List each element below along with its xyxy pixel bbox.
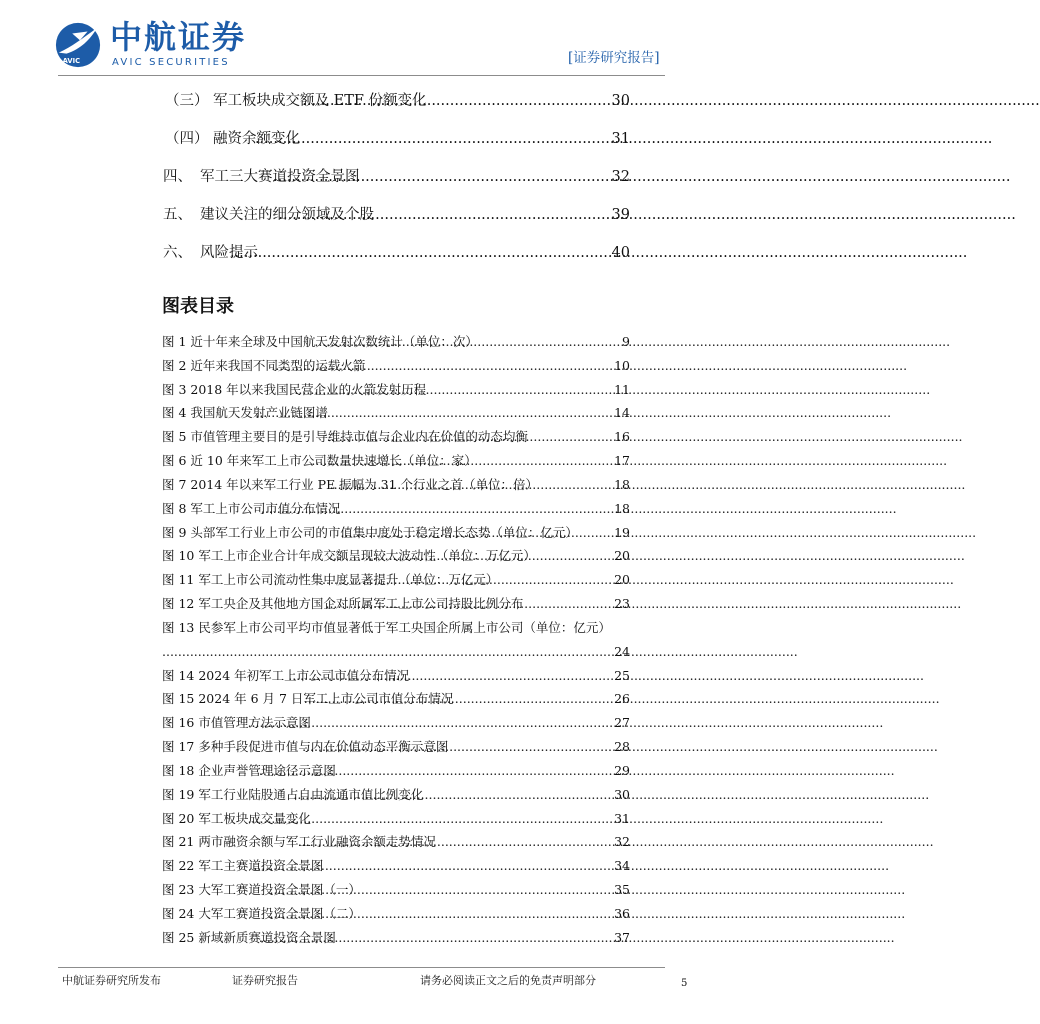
figure-entry-2[interactable] <box>162 354 630 378</box>
figure-entry-title: 图 6 近 10 年来军工上市公司数量快速增长（单位：家） <box>162 453 477 469</box>
dot-leader <box>230 234 611 272</box>
figure-list-heading: 图表目录 <box>162 296 234 317</box>
toc-entry-label: 六、 <box>163 245 192 261</box>
toc-entry-page: 30 <box>611 93 630 109</box>
dot-leader <box>278 196 610 234</box>
dot-leader <box>340 521 613 545</box>
dot-leader <box>269 902 613 926</box>
footer-publisher: 中航证券研究所发布 <box>62 974 161 987</box>
toc-entry-page: 40 <box>611 245 630 261</box>
dot-leader <box>253 854 613 878</box>
figure-entry-page: 19 <box>614 524 630 540</box>
figure-entry-title: 图 13 民参军上市公司平均市值显著低于军工央国企所属上市公司（单位：亿元） <box>162 619 611 635</box>
figure-entry-page: 35 <box>614 882 630 898</box>
figure-entry-title: 图 4 我国航天发射产业链图谱 <box>162 405 328 421</box>
footer-divider <box>58 967 665 968</box>
toc-entry-section-6[interactable] <box>162 234 630 272</box>
header-divider <box>58 75 665 76</box>
toc-entry-title: 风险提示 <box>200 245 258 261</box>
figure-entry-page: 29 <box>614 762 630 778</box>
figure-entry-title: 图 11 军工上市公司流动性集中度显著提升（单位：万亿元） <box>162 572 499 588</box>
dot-leader <box>302 735 613 759</box>
figure-entry-title: 图 25 新域新质赛道投资全景图 <box>162 929 336 945</box>
figure-entry-line-2 <box>162 640 630 664</box>
figure-entry-page: 17 <box>614 453 630 469</box>
figure-entry-page: 23 <box>614 596 630 612</box>
toc-entry-page: 31 <box>611 131 630 147</box>
figure-entry-page: 16 <box>614 429 630 445</box>
figure-entry-7[interactable] <box>162 473 630 497</box>
figure-entry-page: 31 <box>614 810 630 826</box>
dot-leader <box>293 783 613 807</box>
dot-leader <box>318 568 613 592</box>
figure-entry-page: 32 <box>614 834 630 850</box>
figure-entry-page: 24 <box>614 643 630 659</box>
figure-entry-title: 图 7 2014 年以来军工行业 PE 振幅为 31 个行业之首（单位：倍） <box>162 476 539 492</box>
toc-entry-section-4[interactable] <box>162 158 630 196</box>
page-number: 5 <box>681 978 688 989</box>
toc-entry-label: （四） <box>165 131 209 147</box>
figure-entry-11[interactable] <box>162 568 630 592</box>
figure-entry-page: 30 <box>614 786 630 802</box>
figure-entry-6[interactable] <box>162 449 630 473</box>
dot-leader <box>255 120 611 158</box>
figure-entry-title: 图 18 企业声誉管理途径示意图 <box>162 762 336 778</box>
dot-leader <box>325 592 613 616</box>
figure-entry-title: 图 15 2024 年 6 月 7 日军工上市公司市值分布情况 <box>162 691 454 707</box>
figure-entry-13[interactable] <box>162 616 630 664</box>
figure-entry-title: 图 24 大军工赛道投资全景图（二） <box>162 905 361 921</box>
toc-entry-title: 军工三大赛道投资全景图 <box>200 169 360 185</box>
figure-entry-15[interactable] <box>162 687 630 711</box>
dot-leader <box>162 640 613 664</box>
dot-leader <box>330 473 613 497</box>
figure-entry-page: 11 <box>614 381 630 397</box>
figure-entry-page: 20 <box>614 548 630 564</box>
figure-entry-line-1 <box>162 616 630 640</box>
dot-leader <box>311 449 613 473</box>
figure-entry-page: 9 <box>622 334 630 349</box>
figure-entry-23[interactable] <box>162 878 630 902</box>
footer-disclaimer: 请务必阅读正文之后的免责声明部分 <box>420 974 596 987</box>
dot-leader <box>261 497 613 521</box>
dot-leader <box>327 425 613 449</box>
figure-entry-page: 10 <box>614 357 630 373</box>
figure-entry-20[interactable] <box>162 807 630 831</box>
figure-entry-title: 图 16 市值管理方法示意图 <box>162 715 311 731</box>
brand-english-name: AVIC SECURITIES <box>112 57 230 68</box>
figure-entry-title: 图 22 军工主赛道投资全景图 <box>162 858 324 874</box>
figure-entry-22[interactable] <box>162 854 630 878</box>
footer-doc-type: 证券研究报告 <box>232 974 298 987</box>
toc-entry-label: 五、 <box>163 207 192 223</box>
figure-entry-5[interactable] <box>162 425 630 449</box>
figure-entry-4[interactable] <box>162 401 630 425</box>
dot-leader <box>329 544 613 568</box>
avic-logo-emblem-icon <box>54 21 102 69</box>
figure-entry-21[interactable] <box>162 830 630 854</box>
figure-entry-18[interactable] <box>162 759 630 783</box>
figure-entry-9[interactable] <box>162 521 630 545</box>
dot-leader <box>255 401 613 425</box>
figure-entry-page: 26 <box>614 691 630 707</box>
brand-name: 中航证券 <box>110 18 247 56</box>
toc-section-list <box>162 82 630 272</box>
figure-entry-title: 图 9 头部军工行业上市公司的市值集中度处于稳定增长态势（单位：亿元） <box>162 524 578 540</box>
figure-entry-title: 图 8 军工上市公司市值分布情况 <box>162 500 341 516</box>
figure-entry-page: 25 <box>614 667 630 683</box>
dot-leader <box>273 158 611 196</box>
dot-leader <box>294 378 613 402</box>
figure-entry-title: 图 1 近十年来全球及中国航天发射次数统计（单位：次） <box>162 334 478 349</box>
toc-entry-label: （三） <box>165 93 209 109</box>
figure-entry-3[interactable] <box>162 378 630 402</box>
figure-entry-page: 36 <box>614 905 630 921</box>
dot-leader <box>302 82 610 120</box>
dot-leader <box>314 330 621 354</box>
dot-leader <box>269 878 613 902</box>
figure-entry-title: 图 2 近年来我国不同类型的运载火箭 <box>162 357 366 373</box>
toc-entry-title: 军工板块成交额及 ETF 份额变化 <box>213 93 427 109</box>
toc-entry-label: 四、 <box>163 169 192 185</box>
report-type-label: [证券研究报告] <box>568 50 660 66</box>
logo-emblem-text: AVIC <box>62 57 81 66</box>
toc-entry-title: 建议关注的细分领域及个股 <box>200 207 374 223</box>
figure-entry-page: 27 <box>614 715 630 731</box>
toc-entry-page: 32 <box>611 169 630 185</box>
dot-leader <box>298 830 613 854</box>
dot-leader <box>304 687 613 711</box>
figure-entry-page: 37 <box>614 929 630 945</box>
dot-leader <box>248 807 614 831</box>
figure-entry-page: 34 <box>614 858 630 874</box>
figure-entry-17[interactable] <box>162 735 630 759</box>
figure-entry-title: 图 17 多种手段促进市值与内在价值动态平衡示意图 <box>162 739 449 755</box>
figure-entry-24[interactable] <box>162 902 630 926</box>
figure-entry-title: 图 21 两市融资余额与军工行业融资余额走势情况 <box>162 834 436 850</box>
toc-entry-section-5[interactable] <box>162 196 630 234</box>
figure-entry-14[interactable] <box>162 664 630 688</box>
dot-leader <box>288 664 613 688</box>
figure-entry-page: 18 <box>614 500 630 516</box>
figure-entry-25[interactable] <box>162 926 630 950</box>
figure-entry-8[interactable] <box>162 497 630 521</box>
figure-entry-page: 14 <box>614 405 630 421</box>
figure-entry-title: 图 12 军工央企及其他地方国企对所属军工上市公司持股比例分布 <box>162 596 524 612</box>
figure-entry-page: 28 <box>614 739 630 755</box>
figure-entry-10[interactable] <box>162 544 630 568</box>
figure-entry-title: 图 5 市值管理主要目的是引导维持市值与企业内在价值的动态均衡 <box>162 429 528 445</box>
figure-entry-title: 图 14 2024 年初军工上市公司市值分布情况 <box>162 667 410 683</box>
figure-entry-title: 图 23 大军工赛道投资全景图（一） <box>162 882 361 898</box>
dot-leader <box>259 926 613 950</box>
dot-leader <box>248 711 614 735</box>
figure-entry-19[interactable] <box>162 783 630 807</box>
figure-entry-title: 图 20 军工板块成交量变化 <box>162 810 311 826</box>
toc-entry-title: 融资余额变化 <box>213 131 300 147</box>
toc-entry-sub-3[interactable] <box>162 82 630 120</box>
figure-list <box>162 330 630 950</box>
figure-entry-12[interactable] <box>162 592 630 616</box>
figure-entry-1[interactable] <box>162 330 630 354</box>
toc-entry-page: 39 <box>611 207 630 223</box>
dot-leader <box>271 354 613 378</box>
figure-entry-title: 图 3 2018 年以来我国民营企业的火箭发射历程 <box>162 381 427 397</box>
figure-entry-title: 图 19 军工行业陆股通占自由流通市值比例变化 <box>162 786 424 802</box>
figure-entry-page: 20 <box>614 572 630 588</box>
toc-entry-sub-4[interactable] <box>162 120 630 158</box>
figure-entry-page: 18 <box>614 476 630 492</box>
dot-leader <box>259 759 613 783</box>
figure-entry-title: 图 10 军工上市企业合计年成交额呈现较大波动性（单位：万亿元） <box>162 548 536 564</box>
figure-entry-16[interactable] <box>162 711 630 735</box>
